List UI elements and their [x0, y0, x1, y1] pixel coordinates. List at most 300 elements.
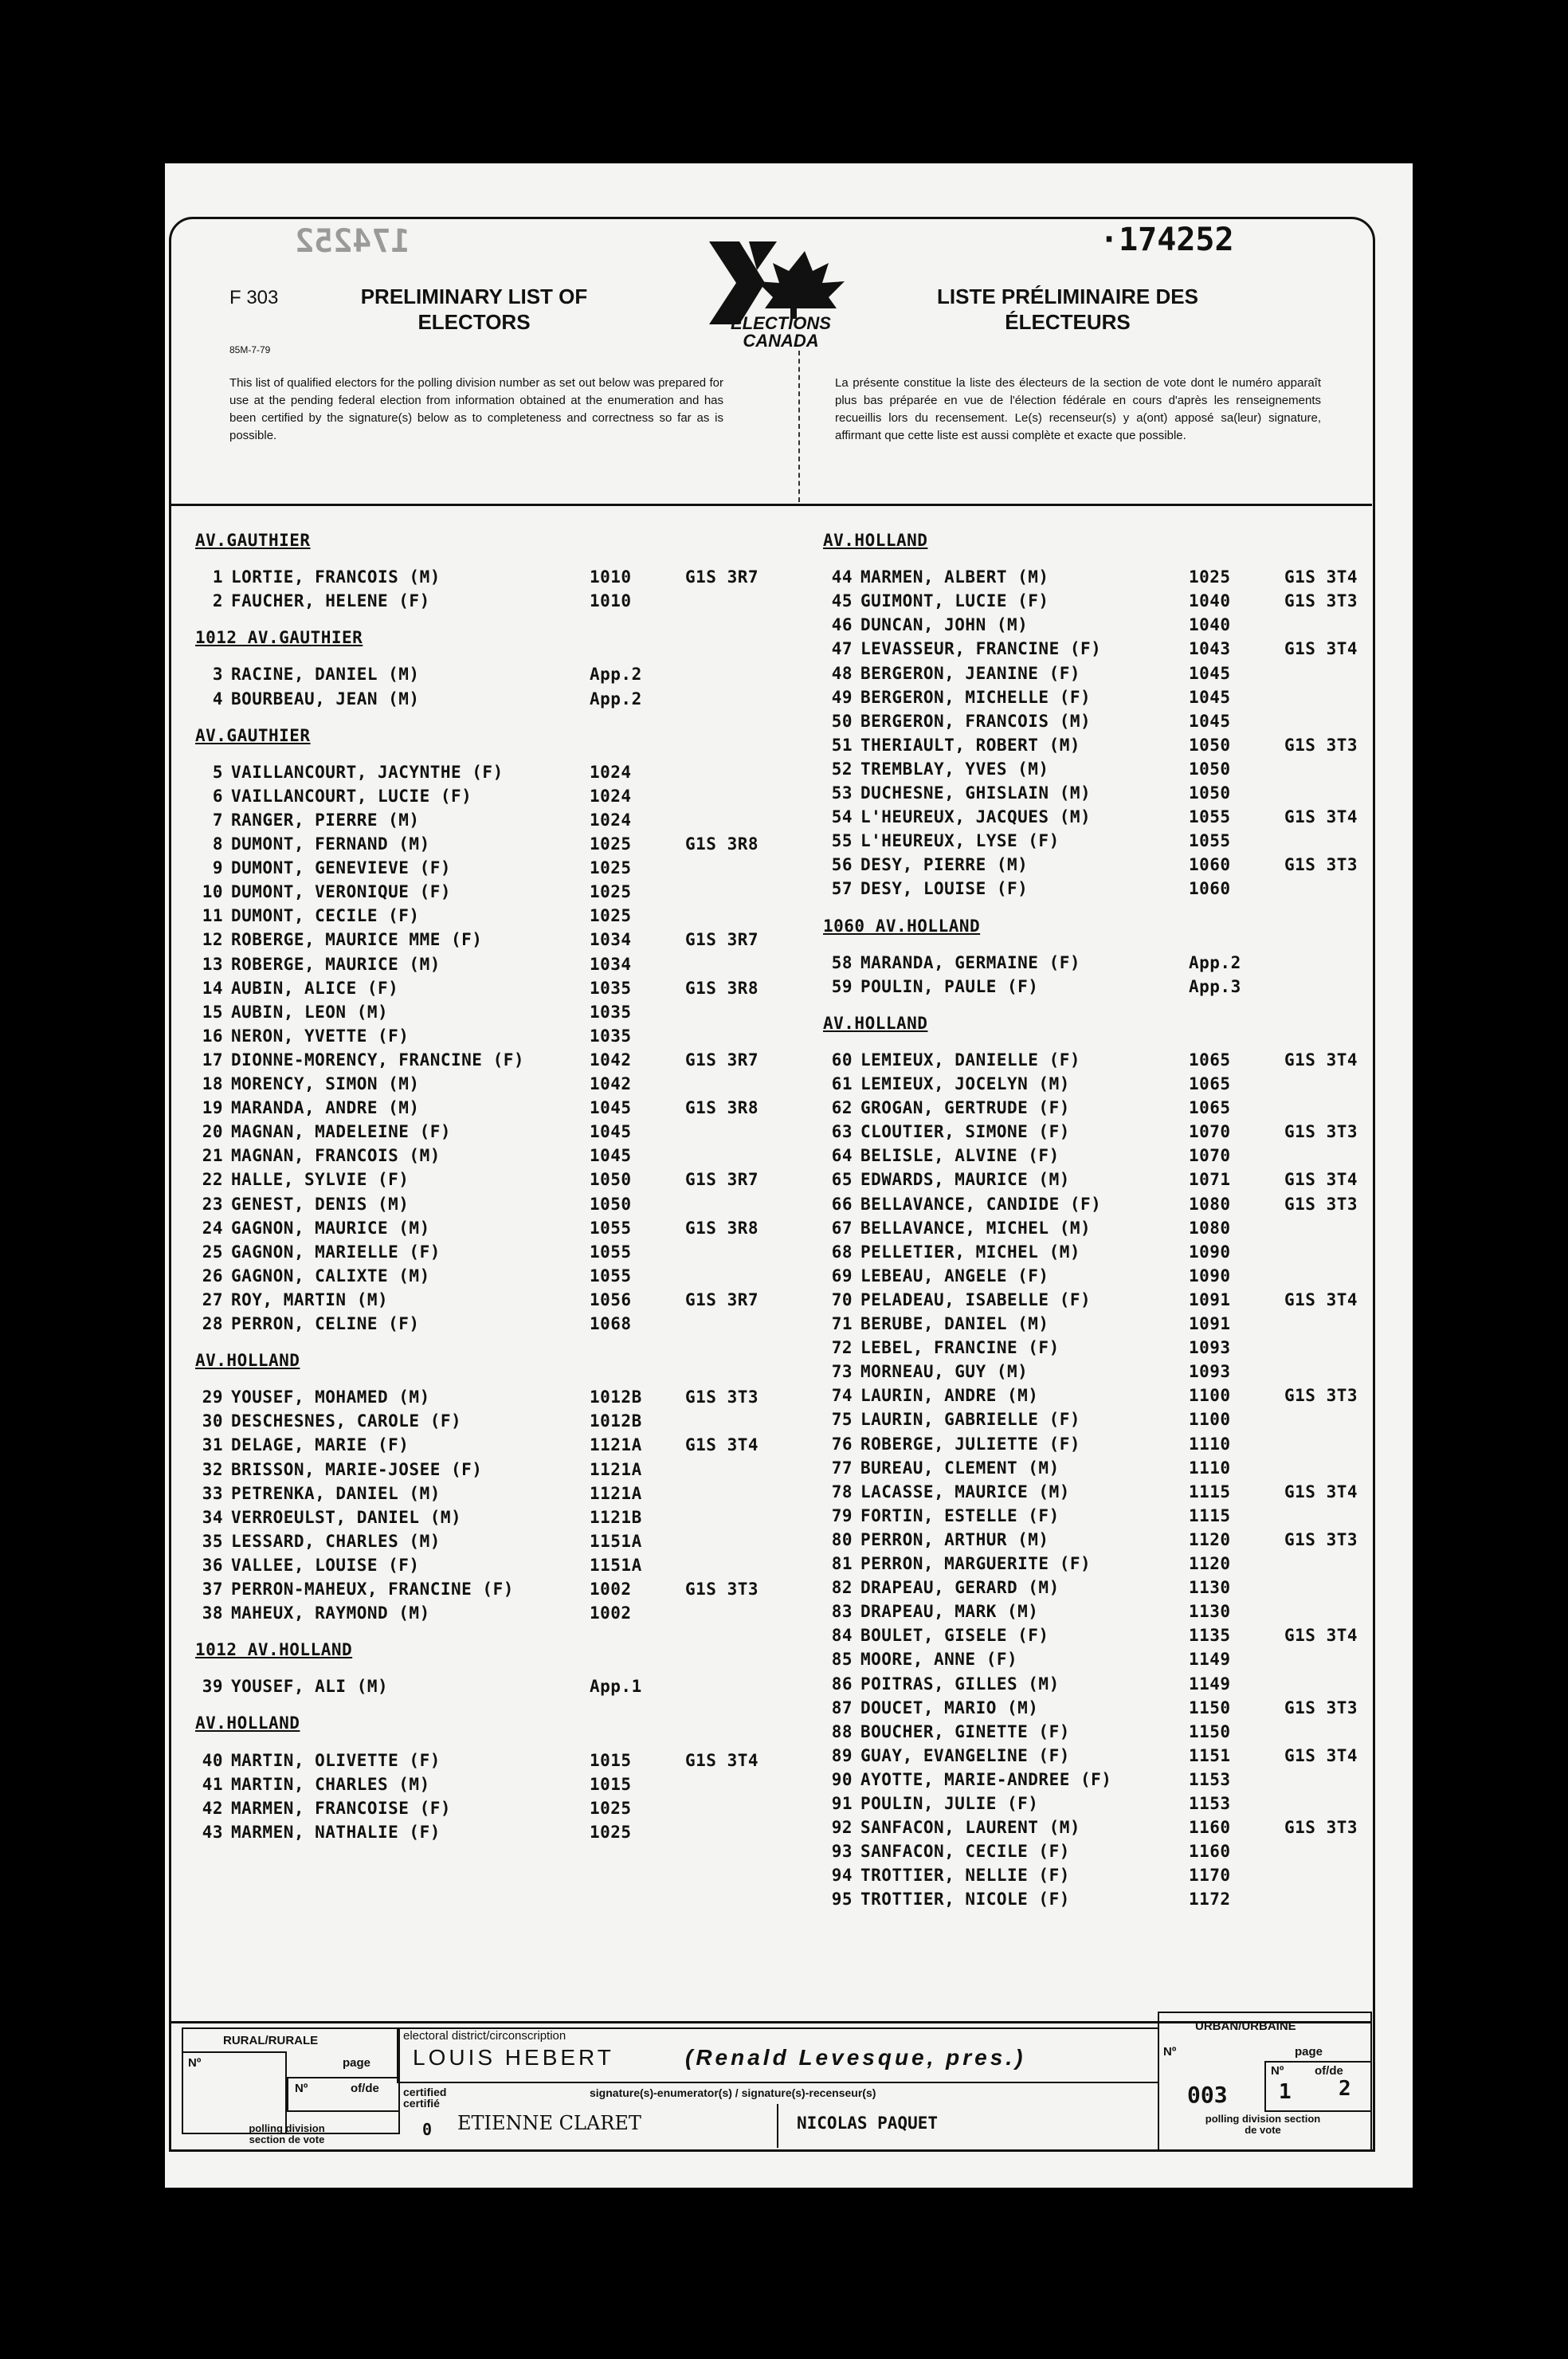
elector-name: TROTTIER, NICOLE (F) — [860, 1890, 1070, 1910]
elector-name: GAGNON, MAURICE (M) — [231, 1218, 430, 1238]
urban-of-label: of/de — [1315, 2064, 1343, 2078]
elector-row — [0, 1266, 1568, 1290]
elector-number: 51 — [831, 735, 853, 755]
elector-number: 15 — [202, 1002, 223, 1022]
elector-row — [0, 1290, 1568, 1314]
title-english: PRELIMINARY LIST OF ELECTORS — [360, 285, 588, 334]
elector-name: BELLAVANCE, MICHEL (M) — [860, 1218, 1092, 1238]
elector-name: DRAPEAU, GERARD (M) — [860, 1578, 1060, 1598]
elector-address: 1120 — [1189, 1554, 1231, 1573]
elector-name: MARANDA, ANDRE (M) — [231, 1098, 420, 1118]
elector-postal-code: G1S 3T4 — [1284, 1626, 1358, 1646]
elector-row — [0, 1866, 1568, 1890]
elector-number: 50 — [831, 711, 853, 731]
urban-label: URBAN/URBAINE — [1195, 2019, 1296, 2033]
elector-number: 1 — [212, 567, 223, 587]
elector-postal-code: G1S 3R8 — [685, 1098, 759, 1118]
elector-address: 1050 — [1189, 783, 1231, 803]
elector-postal-code: G1S 3T3 — [1284, 1529, 1358, 1549]
elector-postal-code: G1S 3T3 — [685, 1580, 759, 1599]
elector-postal-code: G1S 3T4 — [1284, 807, 1358, 827]
signature-label: signature(s)-enumerator(s) / signature(s)-recenseur(s) — [590, 2086, 876, 2099]
elector-address: App.3 — [1189, 976, 1241, 996]
elector-row — [0, 1026, 1568, 1050]
elector-number: 65 — [831, 1170, 853, 1190]
elector-name: BRISSON, MARIE-JOSEE (F) — [231, 1459, 483, 1479]
elector-address: 1002 — [590, 1580, 632, 1599]
elector-postal-code: G1S 3R7 — [685, 1289, 759, 1309]
elector-number: 14 — [202, 978, 223, 998]
elector-name: DESCHESNES, CAROLE (F) — [231, 1411, 462, 1431]
section-heading: AV.HOLLAND — [195, 1351, 300, 1371]
elector-address: 1045 — [1189, 711, 1231, 731]
rural-page-no-label: Nº — [295, 2082, 308, 2095]
elector-number: 44 — [831, 567, 853, 587]
elector-row — [0, 1482, 1568, 1506]
elector-name: THERIAULT, ROBERT (M) — [860, 735, 1081, 755]
elector-address: 1050 — [590, 1194, 632, 1214]
elector-address: 1035 — [590, 1026, 632, 1046]
elector-name: MARMEN, ALBERT (M) — [860, 567, 1049, 587]
elector-row — [0, 1842, 1568, 1866]
elector-name: DUMONT, VERONIQUE (F) — [231, 882, 452, 902]
elector-name: PERRON, ARTHUR (M) — [860, 1529, 1049, 1549]
elector-postal-code: G1S 3R7 — [685, 1170, 759, 1190]
elector-address: 1080 — [1189, 1218, 1231, 1238]
elector-name: VERROEULST, DANIEL (M) — [231, 1507, 462, 1527]
elector-number: 72 — [831, 1338, 853, 1358]
elector-name: MORENCY, SIMON (M) — [231, 1074, 420, 1093]
district-label: electoral district/circonscription — [403, 2029, 566, 2043]
intro-french: La présente constitue la liste des électeurs de la section de vote dont le numéro apparaît plus bas préparée en vue de l'élection fédérale en cours d'après les renseignements recueillis lors du recensement. Le(s) recenseur(s) y a(ont) apposé sa(leur) signature, affirmant que cette liste est aussi complète et exacte que possible. — [835, 376, 1321, 442]
elector-address: 1093 — [1189, 1362, 1231, 1382]
elector-postal-code: G1S 3R7 — [685, 1050, 759, 1070]
elector-name: MARTIN, OLIVETTE (F) — [231, 1750, 441, 1770]
elector-name: SANFACON, LAURENT (M) — [860, 1818, 1081, 1838]
elector-address: 1149 — [1189, 1650, 1231, 1670]
elector-number: 31 — [202, 1435, 223, 1455]
elector-number: 26 — [202, 1266, 223, 1285]
elector-number: 94 — [831, 1866, 853, 1886]
elector-address: App.2 — [590, 689, 642, 708]
elector-name: LEMIEUX, JOCELYN (M) — [860, 1074, 1070, 1093]
elector-name: BERGERON, MICHELLE (F) — [860, 687, 1092, 707]
elector-row — [0, 639, 1568, 663]
elector-address: 1150 — [1189, 1721, 1231, 1741]
elector-name: DUMONT, FERNAND (M) — [231, 834, 430, 854]
elector-name: DUNCAN, JOHN (M) — [860, 615, 1029, 635]
elector-name: ROBERGE, JULIETTE (F) — [860, 1434, 1081, 1454]
elector-name: MAHEUX, RAYMOND (M) — [231, 1603, 430, 1623]
elector-name: LEBEL, FRANCINE (F) — [860, 1338, 1060, 1358]
elector-name: LAURIN, GABRIELLE (F) — [860, 1410, 1081, 1430]
elector-row — [0, 930, 1568, 954]
elector-name: DUCHESNE, GHISLAIN (M) — [860, 783, 1092, 803]
elector-number: 6 — [212, 786, 223, 806]
enumerator-2: NICOLAS PAQUET — [797, 2114, 939, 2133]
elector-row — [0, 1050, 1568, 1074]
elector-name: VAILLANCOURT, LUCIE (F) — [231, 786, 472, 806]
elector-name: GENEST, DENIS (M) — [231, 1194, 410, 1214]
elector-row — [0, 855, 1568, 879]
section-heading: AV.GAUTHIER — [195, 531, 311, 550]
elector-row — [0, 977, 1568, 1001]
elector-address: 1110 — [1189, 1434, 1231, 1454]
elector-address: 1070 — [1189, 1146, 1231, 1166]
elector-address: 1135 — [1189, 1626, 1231, 1646]
title-french: LISTE PRÉLIMINAIRE DES ÉLECTEURS — [937, 285, 1198, 334]
elector-row — [0, 567, 1568, 591]
elector-address: 1110 — [1189, 1458, 1231, 1478]
elector-address: 1024 — [590, 810, 632, 830]
elector-name: FORTIN, ESTELLE (F) — [860, 1505, 1060, 1525]
elector-address: 1050 — [1189, 759, 1231, 779]
elector-number: 75 — [831, 1410, 853, 1430]
elector-address: 1121A — [590, 1435, 642, 1455]
elector-postal-code: G1S 3T3 — [1284, 1818, 1358, 1838]
elector-number: 9 — [212, 858, 223, 878]
rural-page-label: page — [343, 2056, 371, 2070]
elector-address: 1055 — [590, 1218, 632, 1238]
elector-number: 2 — [212, 591, 223, 611]
elector-address: 1151A — [590, 1531, 642, 1551]
elector-address: 1010 — [590, 591, 632, 611]
urban-page-no-label: Nº — [1271, 2064, 1284, 2078]
section-heading: 1012 AV.GAUTHIER — [195, 628, 363, 648]
elector-address: 1040 — [1189, 591, 1231, 611]
elector-number: 91 — [831, 1794, 853, 1813]
elector-number: 28 — [202, 1314, 223, 1333]
elector-row — [0, 688, 1568, 712]
elector-row — [0, 1386, 1568, 1410]
elector-number: 8 — [212, 834, 223, 854]
elector-address: 1153 — [1189, 1794, 1231, 1813]
elector-address: 1151 — [1189, 1745, 1231, 1765]
elector-row — [0, 1602, 1568, 1626]
elector-row — [0, 1003, 1568, 1026]
elector-address: 1121B — [590, 1507, 642, 1527]
elector-name: LEMIEUX, DANIELLE (F) — [860, 1050, 1081, 1070]
elector-address: 1040 — [1189, 615, 1231, 635]
elector-name: PERRON-MAHEUX, FRANCINE (F) — [231, 1580, 514, 1599]
header-divider — [798, 351, 800, 502]
elector-postal-code: G1S 3T4 — [1284, 1050, 1358, 1070]
elector-postal-code: G1S 3T4 — [1284, 567, 1358, 587]
elector-address: 1035 — [590, 978, 632, 998]
elector-row — [0, 760, 1568, 783]
elector-number: 12 — [202, 930, 223, 950]
elector-number: 24 — [202, 1218, 223, 1238]
elector-name: DESY, LOUISE (F) — [860, 879, 1029, 899]
elector-name: BERUBE, DANIEL (M) — [860, 1314, 1049, 1333]
elector-name: DIONNE-MORENCY, FRANCINE (F) — [231, 1050, 525, 1070]
elector-number: 66 — [831, 1194, 853, 1214]
elector-postal-code: G1S 3T3 — [1284, 591, 1358, 611]
elector-number: 20 — [202, 1122, 223, 1142]
elector-name: ROY, MARTIN (M) — [231, 1289, 389, 1309]
elector-name: MARMEN, FRANCOISE (F) — [231, 1798, 452, 1818]
elector-name: DELAGE, MARIE (F) — [231, 1435, 410, 1455]
elector-row — [0, 1146, 1568, 1170]
elector-number: 59 — [831, 976, 853, 996]
elector-number: 87 — [831, 1698, 853, 1717]
elector-number: 41 — [202, 1774, 223, 1794]
elector-number: 19 — [202, 1098, 223, 1118]
elector-name: RACINE, DANIEL (M) — [231, 665, 420, 685]
elector-address: 1055 — [1189, 831, 1231, 851]
elector-number: 67 — [831, 1218, 853, 1238]
elector-row — [0, 1674, 1568, 1698]
elector-name: LEVASSEUR, FRANCINE (F) — [860, 639, 1102, 659]
elector-number: 74 — [831, 1386, 853, 1406]
elector-number: 95 — [831, 1890, 853, 1910]
elector-number: 46 — [831, 615, 853, 635]
elector-address: 1045 — [1189, 687, 1231, 707]
section-heading: 1060 AV.HOLLAND — [823, 916, 981, 936]
elector-address: 1025 — [590, 834, 632, 854]
elector-name: DUMONT, GENEVIEVE (F) — [231, 858, 452, 878]
elector-name: GAGNON, MARIELLE (F) — [231, 1242, 441, 1262]
elector-row — [0, 1074, 1568, 1098]
elector-row — [0, 1338, 1568, 1362]
elector-number: 18 — [202, 1074, 223, 1093]
elector-name: MORNEAU, GUY (M) — [860, 1362, 1029, 1382]
elector-name: BERGERON, JEANINE (F) — [860, 663, 1081, 683]
serial-mirror: 174252 — [295, 223, 410, 260]
section-heading: AV.HOLLAND — [195, 1713, 300, 1733]
elector-row — [0, 1530, 1568, 1554]
elector-number: 32 — [202, 1459, 223, 1479]
elector-name: DUMONT, CECILE (F) — [231, 906, 420, 926]
elector-address: 1012B — [590, 1388, 642, 1407]
section-heading: AV.GAUTHIER — [195, 725, 311, 745]
elector-number: 82 — [831, 1578, 853, 1598]
elector-address: 1121A — [590, 1459, 642, 1479]
elector-address: 1035 — [590, 1002, 632, 1022]
elector-row — [0, 664, 1568, 688]
elector-name: GROGAN, GERTRUDE (F) — [860, 1098, 1070, 1118]
elector-address: App.2 — [590, 665, 642, 685]
elector-postal-code: G1S 3T4 — [685, 1435, 759, 1455]
elector-address: 1065 — [1189, 1098, 1231, 1118]
elector-row — [0, 1242, 1568, 1266]
elector-number: 56 — [831, 855, 853, 875]
elector-name: MOORE, ANNE (F) — [860, 1650, 1018, 1670]
elector-row — [0, 953, 1568, 977]
elector-name: PETRENKA, DANIEL (M) — [231, 1483, 441, 1503]
elector-number: 37 — [202, 1580, 223, 1599]
elector-address: 1055 — [590, 1242, 632, 1262]
elector-name: TROTTIER, NELLIE (F) — [860, 1866, 1070, 1886]
elector-postal-code: G1S 3T4 — [1284, 1745, 1358, 1765]
elector-address: 1115 — [1189, 1482, 1231, 1501]
elector-postal-code: G1S 3R8 — [685, 834, 759, 854]
elector-address: 1025 — [590, 906, 632, 926]
rural-polling-label: polling division section de vote — [249, 2122, 325, 2145]
elector-name: AUBIN, LEON (M) — [231, 1002, 389, 1022]
elector-number: 29 — [202, 1388, 223, 1407]
elector-row — [0, 1722, 1568, 1746]
elector-address: 1172 — [1189, 1890, 1231, 1910]
elector-row — [0, 1435, 1568, 1458]
elector-name: SANFACON, CECILE (F) — [860, 1842, 1070, 1862]
elector-number: 89 — [831, 1745, 853, 1765]
elector-address: 1071 — [1189, 1170, 1231, 1190]
urban-no-label: Nº — [1163, 2045, 1177, 2059]
elector-address: 1160 — [1189, 1818, 1231, 1838]
elector-name: CLOUTIER, SIMONE (F) — [860, 1122, 1070, 1142]
elector-number: 83 — [831, 1602, 853, 1622]
elector-address: 1130 — [1189, 1602, 1231, 1622]
elector-row — [0, 736, 1568, 760]
elector-row — [0, 783, 1568, 807]
header-rule — [171, 504, 1372, 506]
elector-number: 52 — [831, 759, 853, 779]
elector-address: 1091 — [1189, 1314, 1231, 1333]
elector-address: 1170 — [1189, 1866, 1231, 1886]
elector-address: 1010 — [590, 567, 632, 587]
elector-address: 1055 — [1189, 807, 1231, 827]
elector-name: PELLETIER, MICHEL (M) — [860, 1242, 1081, 1262]
elector-address: 1045 — [590, 1098, 632, 1118]
elector-address: App.1 — [590, 1677, 642, 1697]
elector-number: 34 — [202, 1507, 223, 1527]
elector-row — [0, 712, 1568, 736]
district-note: (Renald Levesque, pres.) — [685, 2045, 1026, 2070]
elector-address: 1025 — [590, 882, 632, 902]
elector-address: 1115 — [1189, 1505, 1231, 1525]
elector-name: PELADEAU, ISABELLE (F) — [860, 1289, 1092, 1309]
rural-label: RURAL/RURALE — [223, 2034, 319, 2047]
elector-row — [0, 1506, 1568, 1530]
elector-number: 49 — [831, 687, 853, 707]
elector-number: 64 — [831, 1146, 853, 1166]
elector-name: L'HEUREUX, LYSE (F) — [860, 831, 1060, 851]
elector-row — [0, 1458, 1568, 1482]
form-date: 85M-7-79 — [229, 344, 271, 355]
elector-postal-code: G1S 3T3 — [1284, 1386, 1358, 1406]
elector-address: 1120 — [1189, 1529, 1231, 1549]
elector-name: BELLAVANCE, CANDIDE (F) — [860, 1194, 1102, 1214]
elector-number: 4 — [212, 689, 223, 708]
elector-name: VALLEE, LOUISE (F) — [231, 1555, 420, 1575]
elector-address: 1093 — [1189, 1338, 1231, 1358]
elector-address: 1121A — [590, 1483, 642, 1503]
polling-division-number: 003 — [1187, 2082, 1228, 2108]
elector-number: 43 — [202, 1822, 223, 1842]
elector-address: 1025 — [590, 858, 632, 878]
elector-address: App.2 — [1189, 952, 1241, 972]
elector-postal-code: G1S 3T4 — [1284, 1170, 1358, 1190]
elector-address: 1100 — [1189, 1410, 1231, 1430]
elector-name: LAURIN, ANDRE (M) — [860, 1386, 1039, 1406]
urban-page-label: page — [1295, 2045, 1323, 2059]
elector-postal-code: G1S 3T3 — [1284, 735, 1358, 755]
elector-row — [0, 1314, 1568, 1338]
elector-number: 45 — [831, 591, 853, 611]
elector-number: 27 — [202, 1289, 223, 1309]
elector-address: 1151A — [590, 1555, 642, 1575]
elector-number: 39 — [202, 1677, 223, 1697]
elector-name: GUAY, EVANGELINE (F) — [860, 1745, 1070, 1765]
elector-name: MAGNAN, MADELEINE (F) — [231, 1122, 452, 1142]
elector-address: 1043 — [1189, 639, 1231, 659]
elector-address: 1015 — [590, 1774, 632, 1794]
elector-number: 35 — [202, 1531, 223, 1551]
elector-row — [0, 1650, 1568, 1674]
elector-number: 47 — [831, 639, 853, 659]
elector-number: 73 — [831, 1362, 853, 1382]
certified-value: 0 — [422, 2120, 433, 2139]
elector-row — [0, 1578, 1568, 1602]
elector-number: 68 — [831, 1242, 853, 1262]
elector-name: RANGER, PIERRE (M) — [231, 810, 420, 830]
elector-number: 54 — [831, 807, 853, 827]
elector-number: 69 — [831, 1266, 853, 1285]
elector-row — [0, 1098, 1568, 1122]
elector-number: 86 — [831, 1674, 853, 1694]
elector-name: LACASSE, MAURICE (M) — [860, 1482, 1070, 1501]
elector-name: ROBERGE, MAURICE MME (F) — [231, 930, 483, 950]
elector-name: FAUCHER, HELENE (F) — [231, 591, 430, 611]
elector-address: 1034 — [590, 930, 632, 950]
elector-row — [0, 1746, 1568, 1770]
elector-address: 1025 — [590, 1822, 632, 1842]
elector-number: 77 — [831, 1458, 853, 1478]
elector-postal-code: G1S 3R8 — [685, 978, 759, 998]
elector-row — [0, 1890, 1568, 1913]
elector-address: 1090 — [1189, 1242, 1231, 1262]
elector-postal-code: G1S 3R7 — [685, 567, 759, 587]
elector-number: 62 — [831, 1098, 853, 1118]
elector-address: 1080 — [1189, 1194, 1231, 1214]
elector-row — [0, 1362, 1568, 1386]
elector-number: 90 — [831, 1769, 853, 1789]
elector-name: MARANDA, GERMAINE (F) — [860, 952, 1081, 972]
elector-name: LORTIE, FRANCOIS (M) — [231, 567, 441, 587]
elector-address: 1055 — [590, 1266, 632, 1285]
elector-number: 23 — [202, 1194, 223, 1214]
elector-address: 1065 — [1189, 1050, 1231, 1070]
urban-polling-label: polling division section de vote — [1205, 2113, 1321, 2136]
elector-address: 1024 — [590, 762, 632, 782]
elector-number: 22 — [202, 1170, 223, 1190]
elector-row — [0, 807, 1568, 831]
logo-wordmark: ELECTIONS CANADA — [731, 313, 831, 351]
elector-name: BOUCHER, GINETTE (F) — [860, 1721, 1070, 1741]
elector-postal-code: G1S 3T4 — [1284, 1482, 1358, 1501]
elector-postal-code: G1S 3T3 — [1284, 855, 1358, 875]
rural-no-label: Nº — [188, 2056, 202, 2070]
elector-address: 1160 — [1189, 1842, 1231, 1862]
elector-number: 3 — [212, 665, 223, 685]
elector-row — [0, 615, 1568, 639]
rural-of-label: of/de — [351, 2082, 379, 2095]
elector-row — [0, 1794, 1568, 1818]
elector-number: 92 — [831, 1818, 853, 1838]
elector-address: 1034 — [590, 954, 632, 974]
elector-row — [0, 1219, 1568, 1242]
elector-row — [0, 1770, 1568, 1794]
section-heading: 1012 AV.HOLLAND — [195, 1640, 353, 1660]
elector-number: 5 — [212, 762, 223, 782]
elector-number: 48 — [831, 663, 853, 683]
elector-address: 1024 — [590, 786, 632, 806]
elector-row — [0, 831, 1568, 855]
elector-row — [0, 1195, 1568, 1219]
elector-name: BERGERON, FRANCOIS (M) — [860, 711, 1092, 731]
elector-number: 36 — [202, 1555, 223, 1575]
